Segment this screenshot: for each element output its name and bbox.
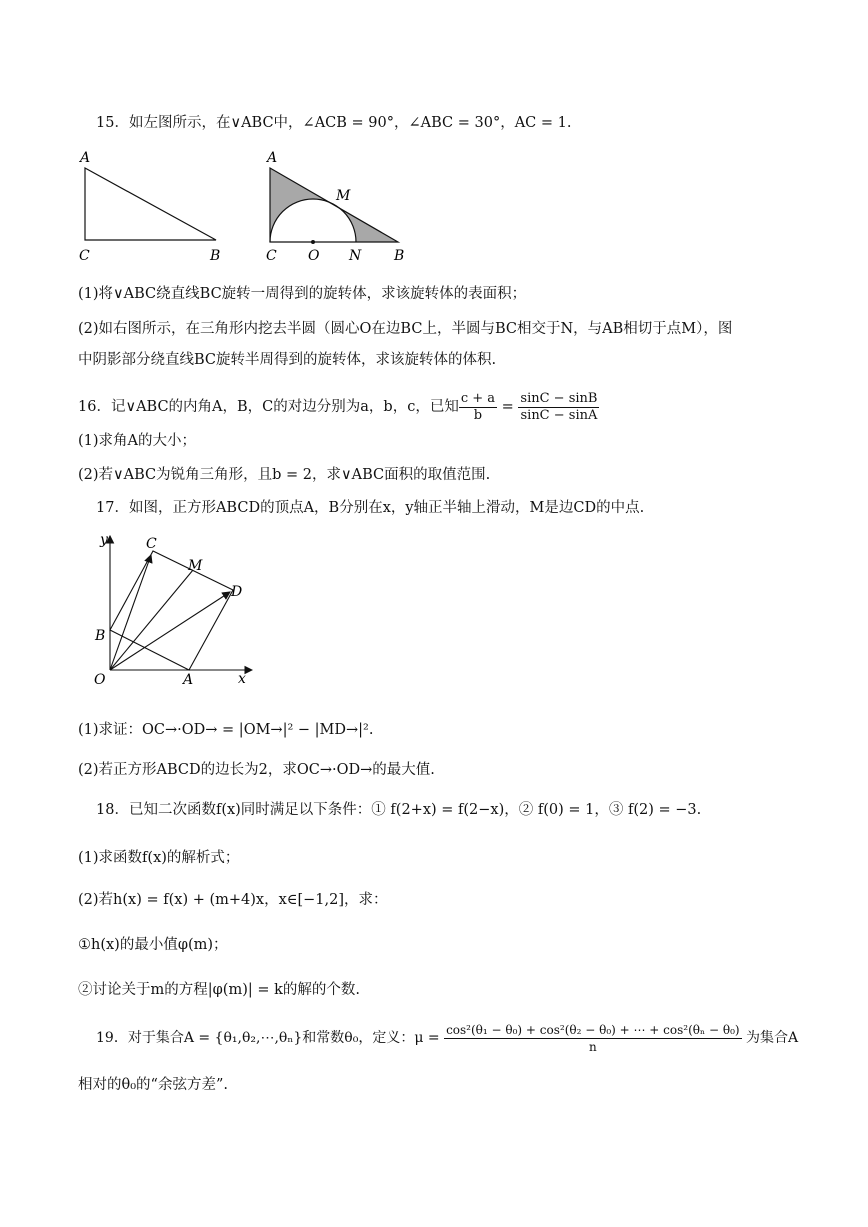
q16-frac2-num: sinC − sinB <box>520 390 598 406</box>
q16-stem <box>78 387 599 427</box>
q15-part2-line2: 中阴影部分绕直线BC旋转半周得到的旋转体，求该旋转体的体积. <box>78 352 497 368</box>
label-c: C <box>146 536 157 552</box>
q18-stem: 18．已知二次函数f(x)同时满足以下条件：① f(2+x) = f(2−x)，② f(0) = 1，③ f(2) = −3. <box>96 802 702 818</box>
q16-fraction-2 <box>518 391 599 424</box>
q18-part1: (1)求函数f(x)的解析式； <box>78 850 240 866</box>
q19-frac-den: n <box>588 1039 597 1054</box>
label-m: M <box>336 188 351 204</box>
q16-fraction-1 <box>459 391 497 424</box>
q16-frac1-den: b <box>473 407 483 423</box>
q18-sub2: ②讨论关于m的方程|φ(m)| = k的解的个数. <box>78 982 360 998</box>
q19-fraction <box>444 1022 742 1055</box>
q18-part2: (2)若h(x) = f(x) + (m+4)x，x∈[−1,2]，求： <box>78 892 388 908</box>
q15-right-shaded-figure <box>258 148 418 266</box>
label-y: y <box>100 532 108 548</box>
q17-square-figure <box>90 530 260 690</box>
q16-frac1-num: c + a <box>460 390 496 406</box>
q18-sub1: ①h(x)的最小值φ(m)； <box>78 937 228 953</box>
q16-part1: (1)求角A的大小； <box>78 433 197 449</box>
label-c2: C <box>266 248 277 264</box>
q17-stem: 17．如图，正方形ABCD的顶点A，B分别在x，y轴正半轴上滑动，M是边CD的中点. <box>96 500 645 516</box>
label-o: O <box>308 248 320 264</box>
q15-part2-line1: (2)如右图所示，在三角形内挖去半圆（圆心O在边BC上，半圆与BC相交于N，与AB相切于点M），图 <box>78 321 733 337</box>
q19-stem <box>96 1018 798 1058</box>
label-o: O <box>94 672 106 688</box>
q17-part1: (1)求证：OC→·OD→ = |OM→|² − |MD→|². <box>78 722 374 738</box>
q15-part1: (1)将∨ABC绕直线BC旋转一周得到的旋转体，求该旋转体的表面积； <box>78 286 527 302</box>
q16-stem-text: 16．记∨ABC的内角A，B，C的对边分别为a，b，c，已知 <box>78 399 459 415</box>
q16-frac2-den: sinC − sinA <box>520 407 598 423</box>
q16-part2: (2)若∨ABC为锐角三角形，且b = 2，求∨ABC面积的取值范围. <box>78 467 491 483</box>
label-a: A <box>80 150 91 166</box>
label-m: M <box>188 558 203 574</box>
label-b: B <box>95 628 106 644</box>
label-a: A <box>183 672 194 688</box>
q19-line2: 相对的θ₀的“余弦方差”. <box>78 1077 228 1093</box>
q19-stem-after: 为集合A <box>746 1030 799 1046</box>
label-a2: A <box>267 150 278 166</box>
label-x: x <box>238 671 246 687</box>
label-b: B <box>210 248 221 264</box>
q15-left-triangle-figure <box>70 148 230 266</box>
q19-stem-before: 19．对于集合A = {θ₁,θ₂,⋯,θₙ}和常数θ₀，定义：μ = <box>96 1030 440 1046</box>
q17-part2: (2)若正方形ABCD的边长为2，求OC→·OD→的最大值. <box>78 762 435 778</box>
q15-stem: 15．如左图所示，在∨ABC中，∠ACB = 90°，∠ABC = 30°，AC = 1. <box>96 115 572 131</box>
label-b2: B <box>394 248 405 264</box>
label-c: C <box>79 248 90 264</box>
label-n: N <box>349 248 362 264</box>
q19-frac-num: cos²(θ₁ − θ₀) + cos²(θ₂ − θ₀) + ⋯ + cos²(θₙ − θ₀) <box>446 1022 740 1037</box>
label-d: D <box>231 584 243 600</box>
q16-equals: = <box>501 399 514 415</box>
